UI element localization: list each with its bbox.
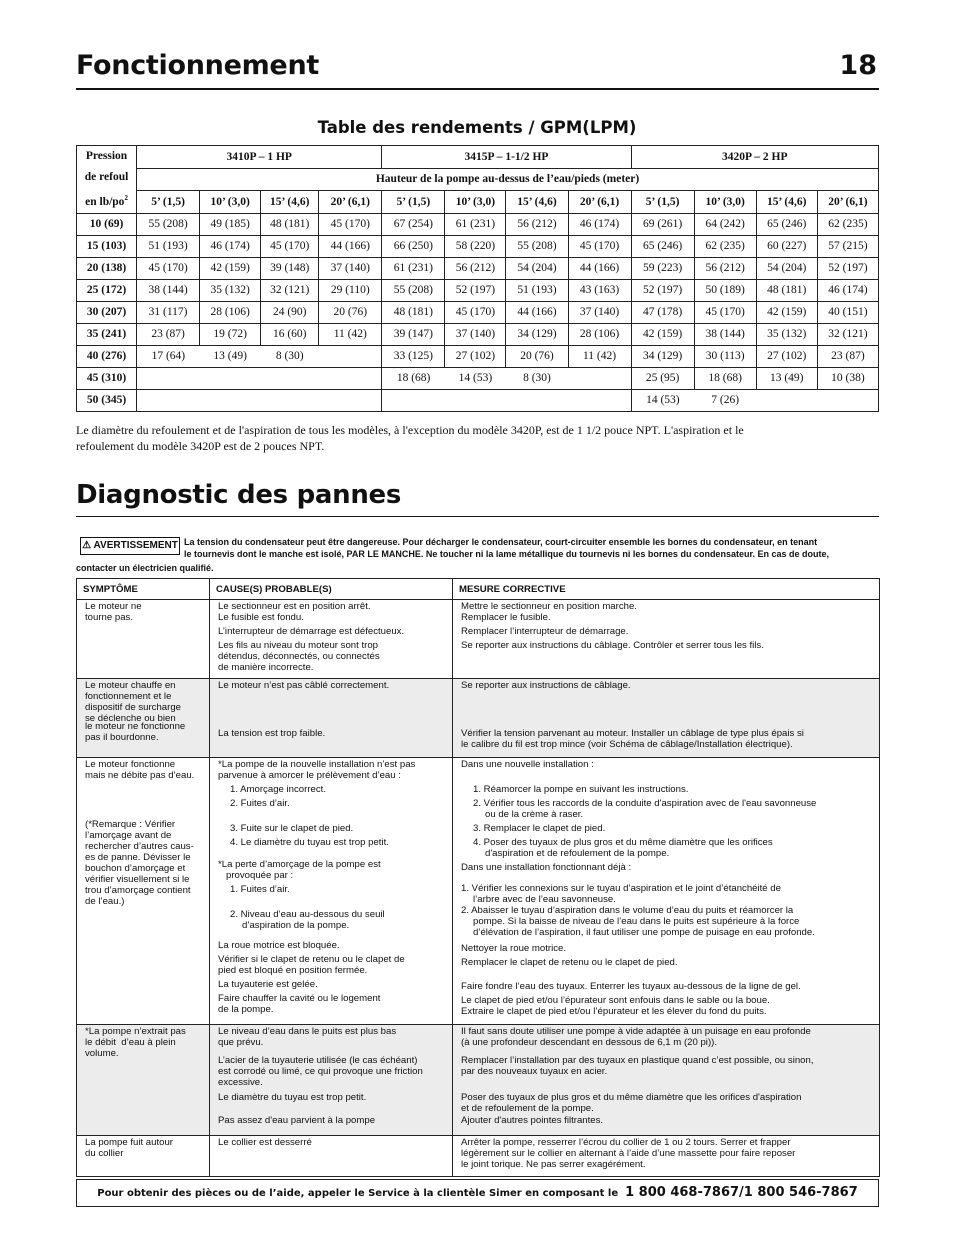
flow-cell: 62 (235): [817, 213, 878, 235]
cell-line: Le moteur ne: [85, 601, 142, 612]
flow-cell: 11 (42): [568, 345, 631, 367]
flow-cell: 39 (148): [261, 257, 319, 279]
flow-cell: 25 (95): [631, 367, 694, 389]
flow-cell: 39 (147): [382, 323, 445, 345]
height-column-header: 15’ (4,6): [261, 191, 319, 214]
flow-cell: [382, 389, 445, 411]
cell-line: excessive.: [218, 1077, 263, 1088]
cell-line: tourne pas.: [85, 612, 134, 623]
flow-cell: 11 (42): [319, 323, 382, 345]
cell-line: le calibre du fil est trop mince (voir Schéma de câblage/Installation électrique).: [461, 739, 793, 750]
pressure-cell: 15 (103): [77, 235, 137, 257]
cell-line: Nettoyer la roue motrice.: [461, 943, 567, 954]
table-row: [77, 301, 879, 323]
cell-line: provoquée par :: [226, 870, 294, 881]
cell-line: Le fusible est fondu.: [218, 612, 304, 623]
flow-cell: 24 (90): [261, 301, 319, 323]
pressure-cell: 20 (138): [77, 257, 137, 279]
cell-line: Le collier est desserré: [218, 1137, 312, 1148]
flow-cell: [319, 367, 382, 389]
symptom-cell: [77, 679, 210, 758]
pressure-header-line: Pression: [85, 150, 128, 162]
flow-cell: 45 (170): [694, 301, 756, 323]
height-column-header: 15’ (4,6): [756, 191, 817, 214]
page-number: 18: [839, 50, 877, 81]
cell-line: pied est bloqué en position fermée.: [218, 965, 368, 976]
cell-line: pompe. Si la baisse de niveau de l’eau dans le puits est supérieure à la force: [473, 916, 800, 927]
flow-cell: 61 (231): [382, 257, 445, 279]
flow-cell: 8 (30): [261, 345, 319, 367]
flow-cell: 48 (181): [261, 213, 319, 235]
cell-line: 2. Niveau d’eau au-dessous du seuil: [230, 909, 385, 920]
pressure-cell: 35 (241): [77, 323, 137, 345]
cell-line: fonctionnement et le: [85, 691, 172, 702]
flow-cell: 54 (204): [506, 257, 568, 279]
table-row: [77, 323, 879, 345]
cell-line: Poser des tuyaux de plus gros et du même diamètre que les orifices d'aspiration: [461, 1092, 802, 1103]
cell-line: Le niveau d’eau dans le puits est plus bas: [218, 1026, 397, 1037]
model-header: 3410P – 1 HP: [137, 146, 382, 169]
table-row: [77, 257, 879, 279]
table-row: [77, 679, 880, 758]
flow-cell: 56 (212): [445, 257, 506, 279]
table-row: [77, 1025, 880, 1136]
flow-cell: 59 (223): [631, 257, 694, 279]
flow-cell: 57 (215): [817, 235, 878, 257]
cell-line: d'aspiration et de refoulement de la pompe.: [485, 848, 670, 859]
flow-cell: 33 (125): [382, 345, 445, 367]
warning-icon: ⚠: [82, 540, 92, 551]
cell-line: Faire chauffer la cavité ou le logement: [218, 993, 381, 1004]
cell-line: (*Remarque : Vérifier: [85, 819, 176, 830]
note-line: refoulement du modèle 3420P est de 2 pouces NPT.: [76, 439, 325, 453]
cell-line: de manière incorrecte.: [218, 662, 314, 673]
flow-cell: 23 (87): [137, 323, 200, 345]
pressure-cell: 10 (69): [77, 213, 137, 235]
cause-cell: [210, 1025, 453, 1136]
remedy-cell: [453, 1025, 880, 1136]
height-column-header: 20’ (6,1): [817, 191, 878, 214]
cell-line: ou de la crème à raser.: [485, 809, 584, 820]
cell-line: Dans une installation fonctionnant déjà :: [461, 862, 632, 873]
warning-line: le tournevis dont le manche est isolé, PAR LE MANCHE. Ne toucher ni la lame métallique du tournevis ni les bornes du condensateur. En cas de doute,: [184, 549, 829, 559]
flow-cell: 44 (166): [506, 301, 568, 323]
flow-cell: [756, 389, 817, 411]
flow-cell: 69 (261): [631, 213, 694, 235]
flow-cell: 67 (254): [382, 213, 445, 235]
flow-cell: 38 (144): [137, 279, 200, 301]
cell-line: 4. Le diamètre du tuyau est trop petit.: [230, 837, 389, 848]
flow-cell: 61 (231): [445, 213, 506, 235]
column-header-cause: CAUSE(S) PROBABLE(S): [210, 579, 453, 600]
troubleshooting-table: [76, 578, 880, 1177]
cell-line: *La perte d’amorçage de la pompe est: [218, 859, 381, 870]
flow-cell: [568, 367, 631, 389]
pressure-cell: 25 (172): [77, 279, 137, 301]
cell-line: Remplacer le fusible.: [461, 612, 551, 623]
flow-cell: 16 (60): [261, 323, 319, 345]
pressure-header-line: de refoul: [84, 171, 129, 183]
cell-line: La tuyauterie est gelée.: [218, 979, 318, 990]
flow-cell: 8 (30): [506, 367, 568, 389]
remedy-cell: [453, 679, 880, 758]
flow-cell: 66 (250): [382, 235, 445, 257]
cell-line: 2. Vérifier tous les raccords de la conduite d'aspiration avec de l'eau savonneuse: [473, 798, 817, 809]
table-row: [77, 279, 879, 301]
flow-cell: 18 (68): [382, 367, 445, 389]
flow-cell: 42 (159): [756, 301, 817, 323]
flow-cell: 18 (68): [694, 367, 756, 389]
flow-cell: [319, 345, 382, 367]
height-column-header: 20’ (6,1): [568, 191, 631, 214]
cell-line: se déclenche ou bien: [85, 713, 176, 724]
table-row: [77, 600, 880, 679]
height-column-header: 15’ (4,6): [506, 191, 568, 214]
cell-line: d’élévation de l’aspiration, il faut utiliser une pompe de puisage en eau profonde.: [473, 927, 815, 938]
pressure-cell: 50 (345): [77, 389, 137, 411]
cell-line: de la pompe.: [218, 1004, 274, 1015]
height-column-header: 5’ (1,5): [382, 191, 445, 214]
cell-line: La tension est trop faible.: [218, 728, 326, 739]
flow-cell: 7 (26): [694, 389, 756, 411]
flow-cell: 49 (185): [200, 213, 261, 235]
cell-line: Le sectionneur est en position arrêt.: [218, 601, 371, 612]
cell-line: 3. Remplacer le clapet de pied.: [473, 823, 606, 834]
cell-line: 3. Fuite sur le clapet de pied.: [230, 823, 354, 834]
diameter-note: [76, 422, 876, 454]
cell-line: Remplacer le clapet de retenu ou le clapet de pied.: [461, 957, 678, 968]
cell-line: Extraire le clapet de pied et/ou l’épurateur et les élever du fond du puits.: [461, 1006, 767, 1017]
note-line: Le diamètre du refoulement et de l'aspiration de tous les modèles, à l'exception du modèle 3420P, est de 1 1/2 pouce NPT. L'aspiration et le: [76, 423, 744, 437]
cell-line: *La pompe n’extrait pas: [85, 1026, 186, 1037]
flow-cell: 30 (113): [694, 345, 756, 367]
flow-cell: 60 (227): [756, 235, 817, 257]
cell-line: 4. Poser des tuyaux de plus gros et du même diamètre que les orifices: [473, 837, 773, 848]
height-column-header: 5’ (1,5): [631, 191, 694, 214]
cell-line: Le moteur fonctionne: [85, 759, 176, 770]
height-column-header: 10’ (3,0): [200, 191, 261, 214]
model-header: 3415P – 1-1/2 HP: [382, 146, 631, 169]
flow-cell: 45 (170): [445, 301, 506, 323]
flow-cell: 65 (246): [756, 213, 817, 235]
cause-cell: [210, 1136, 453, 1177]
cell-line: La pompe fuit autour: [85, 1137, 174, 1148]
pressure-cell: 45 (310): [77, 367, 137, 389]
table-row: [77, 758, 880, 1025]
cell-line: bouchon d’amorçage et: [85, 863, 186, 874]
cell-line: Pas assez d'eau parvient à la pompe: [218, 1115, 376, 1126]
flow-cell: 51 (193): [506, 279, 568, 301]
pressure-header-sup: 2: [124, 194, 128, 202]
flow-cell: 34 (129): [506, 323, 568, 345]
cell-line: Le clapet de pied et/ou l’épurateur sont enfouis dans le sable ou la boue.: [461, 995, 770, 1006]
cell-line: 1. Réamorcer la pompe en suivant les instructions.: [473, 784, 689, 795]
warning-line: contacter un électricien qualifié.: [76, 563, 214, 573]
flow-cell: 40 (151): [817, 301, 878, 323]
flow-cell: 13 (49): [756, 367, 817, 389]
flow-cell: 56 (212): [506, 213, 568, 235]
flow-cell: 17 (64): [137, 345, 200, 367]
flow-cell: 65 (246): [631, 235, 694, 257]
column-header-symptom: SYMPTÔME: [77, 579, 210, 600]
cell-line: Se reporter aux instructions du câblage. Contrôler et serrer tous les fils.: [461, 640, 764, 651]
flow-cell: 28 (106): [568, 323, 631, 345]
cell-line: Mettre le sectionneur en position marche.: [461, 601, 637, 612]
cell-line: Dans une nouvelle installation :: [461, 759, 594, 770]
height-column-header: 10’ (3,0): [694, 191, 756, 214]
model-header: 3420P – 2 HP: [631, 146, 878, 169]
cell-line: L’acier de la tuyauterie utilisée (le cas échéant): [218, 1055, 418, 1066]
cell-line: Remplacer l’installation par des tuyaux en plastique quand c’est possible, ou sinon,: [461, 1055, 814, 1066]
cell-line: pas il bourdonne.: [85, 732, 159, 743]
flow-cell: 52 (197): [817, 257, 878, 279]
flow-cell: 29 (110): [319, 279, 382, 301]
performance-table: [76, 145, 879, 412]
flow-cell: [319, 389, 382, 411]
cell-line: du collier: [85, 1148, 124, 1159]
flow-cell: 20 (76): [506, 345, 568, 367]
table-row: [77, 367, 879, 389]
flow-cell: [137, 367, 200, 389]
flow-cell: 20 (76): [319, 301, 382, 323]
flow-cell: [261, 389, 319, 411]
cell-line: *La pompe de la nouvelle installation n’est pas: [218, 759, 416, 770]
flow-cell: 37 (140): [568, 301, 631, 323]
flow-cell: [568, 389, 631, 411]
flow-cell: 50 (189): [694, 279, 756, 301]
footer-contact: [76, 1179, 879, 1207]
table-row: [77, 389, 879, 411]
cell-line: est corrodé ou limé, ce qui provoque une friction: [218, 1066, 423, 1077]
cell-line: que prévu.: [218, 1037, 264, 1048]
flow-cell: 35 (132): [756, 323, 817, 345]
pressure-header-line: en lb/po: [85, 195, 125, 208]
remedy-cell: [453, 758, 880, 1025]
cell-line: Remplacer l’interrupteur de démarrage.: [461, 626, 629, 637]
cell-line: le moteur ne fonctionne: [85, 721, 186, 732]
cell-line: le débit d’eau à plein: [85, 1037, 176, 1048]
cell-line: Il faut sans doute utiliser une pompe à vide adaptée à un puisage en eau profonde: [461, 1026, 811, 1037]
flow-cell: 54 (204): [756, 257, 817, 279]
cell-line: Le diamètre du tuyau est trop petit.: [218, 1092, 367, 1103]
height-column-header: 5’ (1,5): [137, 191, 200, 214]
flow-cell: 47 (178): [631, 301, 694, 323]
flow-cell: 46 (174): [200, 235, 261, 257]
warning-badge: [80, 537, 180, 555]
cell-line: L’interrupteur de démarrage est défectueux.: [218, 626, 405, 637]
symptom-cell: [77, 1136, 210, 1177]
flow-cell: [445, 389, 506, 411]
height-column-header: 10’ (3,0): [445, 191, 506, 214]
flow-cell: 13 (49): [200, 345, 261, 367]
flow-cell: 62 (235): [694, 235, 756, 257]
cell-line: Faire fondre l’eau des tuyaux. Enterrer les tuyaux au-dessous de la ligne de gel.: [461, 981, 801, 992]
cause-cell: [210, 679, 453, 758]
warning-label: AVERTISSEMENT: [93, 540, 178, 551]
symptom-cell: [77, 758, 210, 1025]
flow-cell: [506, 389, 568, 411]
flow-cell: 43 (163): [568, 279, 631, 301]
flow-cell: [200, 389, 261, 411]
flow-cell: 42 (159): [631, 323, 694, 345]
cell-line: 1. Fuites d’air.: [230, 884, 290, 895]
cell-line: mais ne débite pas d’eau.: [85, 770, 195, 781]
cell-line: es de panne. Dévisser le: [85, 852, 191, 863]
cell-line: Le moteur n’est pas câblé correctement.: [218, 680, 390, 691]
flow-cell: 45 (170): [568, 235, 631, 257]
cell-line: 1. Amorçage incorrect.: [230, 784, 326, 795]
performance-table-title: Table des rendements / GPM(LPM): [317, 118, 637, 137]
flow-cell: 45 (170): [137, 257, 200, 279]
diagnostics-title: Diagnostic des pannes: [76, 480, 402, 510]
flow-cell: 56 (212): [694, 257, 756, 279]
cell-line: 2. Abaisser le tuyau d’aspiration dans le volume d’eau du puits et réamorcer la: [461, 905, 794, 916]
flow-cell: 14 (53): [631, 389, 694, 411]
cell-line: vérifier visuellement si le: [85, 874, 190, 885]
flow-cell: 44 (166): [568, 257, 631, 279]
remedy-cell: [453, 600, 880, 679]
table-row: [77, 345, 879, 367]
pressure-cell: 30 (207): [77, 301, 137, 323]
cell-line: dispositif de surcharge: [85, 702, 181, 713]
remedy-cell: [453, 1136, 880, 1177]
flow-cell: 48 (181): [756, 279, 817, 301]
flow-cell: 37 (140): [319, 257, 382, 279]
cell-line: l’arbre avec de l’eau savonneuse.: [473, 894, 616, 905]
diagnostics-header: [76, 478, 879, 517]
flow-cell: 14 (53): [445, 367, 506, 389]
page-title: Fonctionnement: [76, 50, 319, 81]
flow-cell: 45 (170): [261, 235, 319, 257]
flow-cell: 31 (117): [137, 301, 200, 323]
cell-line: parvenue à amorcer le prélèvement d’eau :: [218, 770, 401, 781]
cell-line: rechercher d’autres caus-: [85, 841, 194, 852]
height-header: Hauteur de la pompe au-dessus de l’eau/pieds (meter): [137, 168, 879, 191]
flow-cell: 55 (208): [506, 235, 568, 257]
flow-cell: 27 (102): [756, 345, 817, 367]
flow-cell: 37 (140): [445, 323, 506, 345]
pressure-header: [77, 146, 137, 214]
cell-line: et de refoulement de la pompe.: [461, 1103, 594, 1114]
flow-cell: 64 (242): [694, 213, 756, 235]
flow-cell: 34 (129): [631, 345, 694, 367]
table-row: [77, 213, 879, 235]
warning-line: La tension du condensateur peut être dangereuse. Pour décharger le condensateur, court-circuiter ensemble les bornes du condensateur, en tenant: [184, 537, 818, 547]
flow-cell: 27 (102): [445, 345, 506, 367]
cell-line: 2. Fuites d’air.: [230, 798, 290, 809]
flow-cell: 32 (121): [817, 323, 878, 345]
cell-line: Se reporter aux instructions de câblage.: [461, 680, 631, 691]
cell-line: d’aspiration de la pompe.: [242, 920, 350, 931]
flow-cell: 52 (197): [445, 279, 506, 301]
flow-cell: 55 (208): [382, 279, 445, 301]
warning-text: [184, 536, 880, 560]
flow-cell: 48 (181): [382, 301, 445, 323]
footer-phone: 1 800 468-7867/1 800 546-7867: [625, 1185, 858, 1200]
cell-line: Ajouter d'autres pointes filtrantes.: [461, 1115, 604, 1126]
symptom-cell: [77, 1025, 210, 1136]
flow-cell: 58 (220): [445, 235, 506, 257]
cell-line: Vérifier si le clapet de retenu ou le clapet de: [218, 954, 405, 965]
cell-line: La roue motrice est bloquée.: [218, 940, 340, 951]
cause-cell: [210, 758, 453, 1025]
flow-cell: 44 (166): [319, 235, 382, 257]
flow-cell: 10 (38): [817, 367, 878, 389]
table-row: [77, 1136, 880, 1177]
flow-cell: [261, 367, 319, 389]
cell-line: légèrement sur le collier en alternant à l’aide d’une massette pour faire reposer: [461, 1148, 796, 1159]
cell-line: Arrêter la pompe, resserrer l’écrou du collier de 1 ou 2 tours. Serrer et frapper: [461, 1137, 791, 1148]
cell-line: de l’eau.): [85, 896, 125, 907]
flow-cell: 19 (72): [200, 323, 261, 345]
cell-line: Vérifier la tension parvenant au moteur. Installer un câblage de type plus épais si: [461, 728, 804, 739]
flow-cell: 32 (121): [261, 279, 319, 301]
page-header: [76, 52, 879, 90]
cell-line: volume.: [85, 1048, 119, 1059]
flow-cell: 52 (197): [631, 279, 694, 301]
flow-cell: [137, 389, 200, 411]
pressure-cell: 40 (276): [77, 345, 137, 367]
cell-line: par des nouveaux tuyaux en acier.: [461, 1066, 608, 1077]
flow-cell: 42 (159): [200, 257, 261, 279]
flow-cell: 45 (170): [319, 213, 382, 235]
cell-line: Les fils au niveau du moteur sont trop: [218, 640, 378, 651]
footer-text: Pour obtenir des pièces ou de l’aide, appeler le Service à la clientèle Simer en composant le: [97, 1188, 619, 1199]
flow-cell: 46 (174): [817, 279, 878, 301]
flow-cell: 51 (193): [137, 235, 200, 257]
cell-line: le joint torique. Ne pas serrer exagérément.: [461, 1159, 646, 1170]
cell-line: détendus, déconnectés, ou connectés: [218, 651, 380, 662]
flow-cell: 35 (132): [200, 279, 261, 301]
flow-cell: 23 (87): [817, 345, 878, 367]
flow-cell: 38 (144): [694, 323, 756, 345]
height-column-header: 20’ (6,1): [319, 191, 382, 214]
cell-line: Le moteur chauffe en: [85, 680, 176, 691]
flow-cell: [817, 389, 878, 411]
cell-line: l’amorçage avant de: [85, 830, 172, 841]
cell-line: (à une profondeur descendant en dessous de 6,1 m (20 pi)).: [461, 1037, 717, 1048]
table-row: [77, 235, 879, 257]
flow-cell: 55 (208): [137, 213, 200, 235]
flow-cell: [200, 367, 261, 389]
column-header-remedy: MESURE CORRECTIVE: [453, 579, 880, 600]
flow-cell: 46 (174): [568, 213, 631, 235]
flow-cell: 28 (106): [200, 301, 261, 323]
cell-line: trou d’amorçage contient: [85, 885, 191, 896]
cell-line: 1. Vérifier les connexions sur le tuyau d’aspiration et le joint d’étanchéité de: [461, 883, 781, 894]
cause-cell: [210, 600, 453, 679]
symptom-cell: [77, 600, 210, 679]
